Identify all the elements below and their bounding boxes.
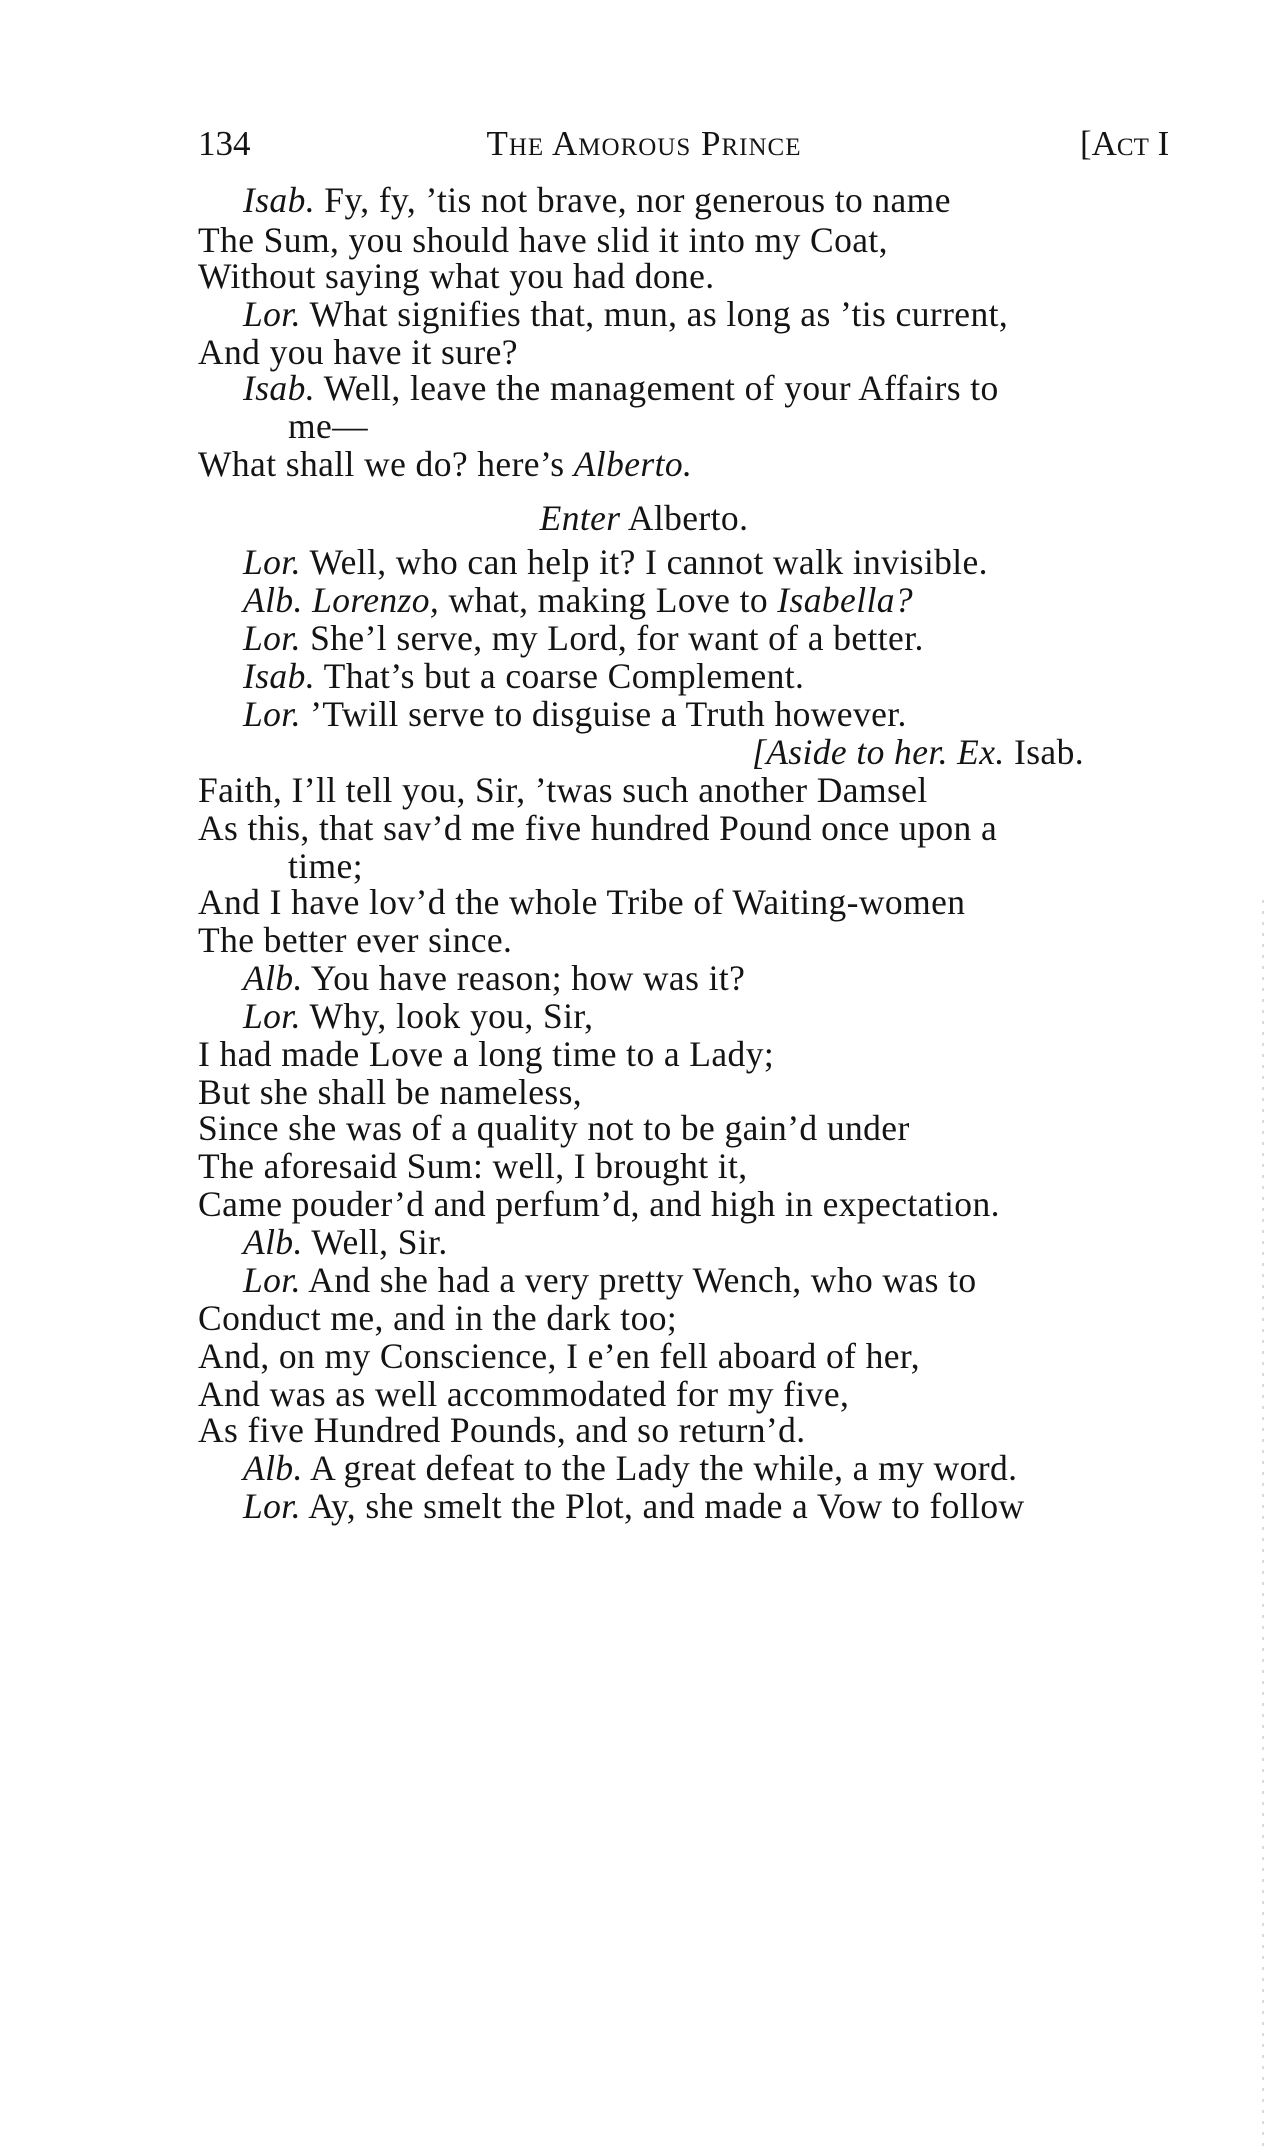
text-line bbox=[198, 256, 715, 296]
text-line bbox=[198, 220, 888, 260]
text-line bbox=[198, 920, 512, 960]
page-number: 134 bbox=[198, 124, 251, 163]
italic-text: Isabella? bbox=[777, 580, 914, 620]
line-text: She’l serve, my Lord, for want of a better. bbox=[310, 618, 924, 658]
text-line bbox=[198, 332, 518, 372]
italic-text: Alberto. bbox=[573, 444, 693, 484]
line-text: time; bbox=[288, 846, 363, 886]
line-text: Alberto. bbox=[627, 498, 749, 538]
line-text: And was as well accommodated for my five, bbox=[198, 1374, 850, 1414]
speaker-name: Lor. bbox=[243, 542, 301, 582]
text-line bbox=[243, 542, 988, 582]
stage-direction bbox=[0, 498, 1288, 538]
text-line bbox=[198, 882, 965, 922]
speaker-name: Lor. bbox=[243, 996, 301, 1036]
line-text: Why, look you, Sir, bbox=[309, 996, 594, 1036]
line-text: Since she was of a quality not to be gain’d under bbox=[198, 1108, 910, 1148]
text-line bbox=[243, 294, 1008, 334]
text-line bbox=[288, 846, 363, 886]
text-line bbox=[243, 996, 593, 1036]
speaker-name: Isab. bbox=[243, 368, 316, 408]
line-text: Without saying what you had done. bbox=[198, 256, 715, 296]
line-text: And, on my Conscience, I e’en fell aboard of her, bbox=[198, 1336, 921, 1376]
scan-margin-marks bbox=[1262, 900, 1264, 2150]
speaker-name: Lor. bbox=[243, 1486, 301, 1526]
text-line bbox=[198, 770, 928, 810]
line-text: A great defeat to the Lady the while, a my word. bbox=[310, 1448, 1018, 1488]
line-text: And I have lov’d the whole Tribe of Waiting-women bbox=[198, 882, 966, 922]
line-text: As five Hundred Pounds, and so return’d. bbox=[198, 1410, 806, 1450]
speaker-name: Lor. bbox=[243, 618, 301, 658]
text-line bbox=[288, 406, 368, 446]
text-line bbox=[243, 694, 907, 734]
text-line bbox=[198, 1108, 910, 1148]
line-text: As this, that sav’d me five hundred Pound once upon a bbox=[198, 808, 998, 848]
line-text: Ay, she smelt the Plot, and made a Vow to follow bbox=[308, 1486, 1025, 1526]
speaker-name: Lor. bbox=[243, 294, 301, 334]
line-text: The Sum, you should have slid it into my Coat, bbox=[198, 220, 888, 260]
text-line bbox=[198, 444, 692, 484]
text-line bbox=[198, 1410, 806, 1450]
text-line bbox=[243, 368, 999, 408]
text-line bbox=[243, 1260, 977, 1300]
line-text: The better ever since. bbox=[198, 920, 513, 960]
text-line bbox=[198, 1034, 774, 1074]
speaker-name: Lor. bbox=[243, 1260, 301, 1300]
text-line bbox=[198, 1146, 748, 1186]
text-line bbox=[243, 656, 804, 696]
line-text: The aforesaid Sum: well, I brought it, bbox=[198, 1146, 748, 1186]
text-line bbox=[243, 1486, 1025, 1526]
text-line bbox=[198, 1298, 677, 1338]
text-line bbox=[198, 1336, 920, 1376]
text-line bbox=[243, 1448, 1017, 1488]
italic-text: Lorenzo, bbox=[312, 580, 440, 620]
line-text: Came pouder’d and perfum’d, and high in expectation. bbox=[198, 1184, 1000, 1224]
line-text: That’s but a coarse Complement. bbox=[323, 656, 805, 696]
running-title: The Amorous Prince bbox=[486, 124, 802, 163]
stage-direction bbox=[752, 732, 1084, 772]
line-text: Well, who can help it? I cannot walk invisible. bbox=[309, 542, 988, 582]
text-line bbox=[243, 580, 913, 620]
line-text: Faith, I’ll tell you, Sir, ’twas such another Damsel bbox=[198, 770, 928, 810]
text-line bbox=[198, 808, 997, 848]
speaker-name: Alb. bbox=[243, 958, 303, 998]
text-line bbox=[198, 1374, 849, 1414]
text-line bbox=[198, 1184, 1000, 1224]
line-text: me— bbox=[288, 406, 369, 446]
text-line bbox=[243, 958, 745, 998]
speaker-name: Lor. bbox=[243, 694, 301, 734]
text-line bbox=[243, 618, 924, 658]
line-text: And you have it sure? bbox=[198, 332, 518, 372]
line-text: Well, leave the management of your Affairs to bbox=[323, 368, 999, 408]
line-text: ’Twill serve to disguise a Truth however. bbox=[310, 694, 907, 734]
speaker-name: Isab. bbox=[243, 656, 316, 696]
speaker-name: Alb. bbox=[243, 580, 303, 620]
line-text: Fy, fy, ’tis not brave, nor generous to name bbox=[324, 180, 951, 220]
line-text: I had made Love a long time to a Lady; bbox=[198, 1034, 775, 1074]
act-marker: [Act I bbox=[1080, 124, 1170, 163]
italic-text: [Aside to her. Ex. bbox=[752, 732, 1005, 772]
line-text: And she had a very pretty Wench, who was to bbox=[308, 1260, 977, 1300]
stage-direction-verb: Enter bbox=[539, 498, 621, 538]
speaker-name: Alb. bbox=[243, 1448, 303, 1488]
line-text: What signifies that, mun, as long as ’tis current, bbox=[309, 294, 1009, 334]
line-text: But she shall be nameless, bbox=[198, 1072, 583, 1112]
line-text: Conduct me, and in the dark too; bbox=[198, 1298, 678, 1338]
text-line bbox=[243, 180, 951, 220]
text-line bbox=[243, 1222, 448, 1262]
speaker-name: Isab. bbox=[243, 180, 316, 220]
line-text: Isab. bbox=[1004, 732, 1084, 772]
line-text: You have reason; how was it? bbox=[310, 958, 746, 998]
text-line bbox=[198, 1072, 582, 1112]
line-text: What shall we do? here’s bbox=[198, 444, 574, 484]
line-text: what, making Love to bbox=[439, 580, 778, 620]
line-text: Well, Sir. bbox=[311, 1222, 448, 1262]
speaker-name: Alb. bbox=[243, 1222, 303, 1262]
